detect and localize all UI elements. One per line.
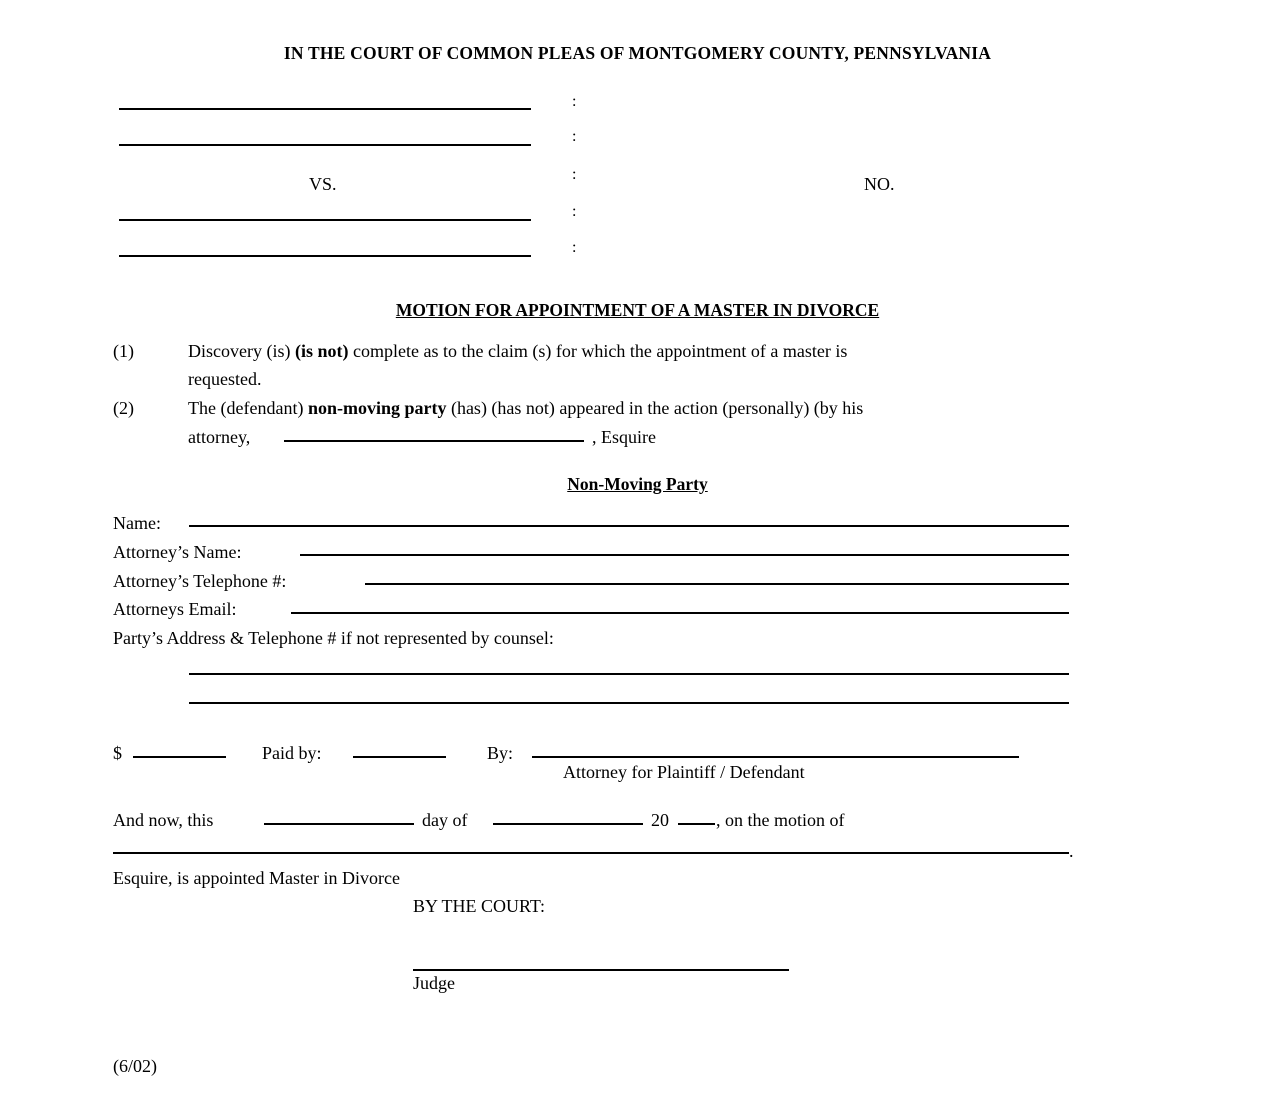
item-2-text-b: (has) (has not) appeared in the action (personally) (by his	[446, 398, 864, 418]
amount-field[interactable]	[133, 756, 226, 758]
party-address-field-1[interactable]	[189, 673, 1069, 675]
caption-colon: :	[572, 203, 577, 220]
month-field[interactable]	[493, 823, 643, 825]
attorney-phone-label: Attorney’s Telephone #:	[113, 571, 287, 591]
item-1-number: (1)	[113, 341, 134, 361]
day-of-label: day of	[422, 810, 468, 830]
motion-title: MOTION FOR APPOINTMENT OF A MASTER IN DIVORCE	[395, 300, 880, 320]
item-2-esquire-label: , Esquire	[592, 427, 656, 447]
caption-colon: :	[572, 166, 577, 183]
attorney-email-label: Attorneys Email:	[113, 599, 237, 619]
item-2-attorney-label: attorney,	[188, 427, 251, 447]
on-motion-label: , on the motion of	[716, 810, 845, 830]
attorney-signature-field[interactable]	[532, 756, 1019, 758]
item-1-text-a: Discovery (is)	[188, 341, 295, 361]
item-1-text-b: complete as to the claim (s) for which the appointment of a master is	[348, 341, 848, 361]
item-1-text-cont: requested.	[188, 369, 262, 389]
vs-label: VS.	[309, 174, 337, 194]
item-1-text-bold: (is not)	[294, 341, 349, 361]
attorney-name-blank[interactable]	[284, 440, 584, 442]
judge-signature-field[interactable]	[413, 969, 789, 971]
item-2-number: (2)	[113, 398, 134, 418]
item-2-text	[188, 399, 863, 417]
plaintiff-line-2[interactable]	[119, 144, 531, 146]
party-address-field-2[interactable]	[189, 702, 1069, 704]
plaintiff-line-1[interactable]	[119, 108, 531, 110]
attorney-email-field[interactable]	[291, 612, 1069, 614]
paid-by-field[interactable]	[353, 756, 446, 758]
case-number-label: NO.	[864, 174, 895, 194]
attorney-phone-field[interactable]	[365, 583, 1069, 585]
attorney-name-field[interactable]	[300, 554, 1069, 556]
party-address-label: Party’s Address & Telephone # if not represented by counsel:	[113, 628, 554, 648]
revision-date: (6/02)	[113, 1056, 157, 1076]
by-label: By:	[487, 743, 514, 763]
item-2-text-bold: non-moving party	[307, 398, 447, 418]
non-moving-party-heading: Non-Moving Party	[567, 474, 708, 494]
paid-by-label: Paid by:	[262, 743, 322, 763]
year-field[interactable]	[678, 823, 715, 825]
court-title: IN THE COURT OF COMMON PLEAS OF MONTGOMERY COUNTY, PENNSYLVANIA	[283, 43, 992, 63]
dollar-label: $	[113, 743, 122, 763]
name-field[interactable]	[189, 525, 1069, 527]
motion-of-field[interactable]	[113, 852, 1069, 854]
caption-colon: :	[572, 128, 577, 145]
item-2-text-a: The (defendant)	[188, 398, 308, 418]
item-1-text	[188, 342, 847, 360]
day-field[interactable]	[264, 823, 414, 825]
caption-colon: :	[572, 93, 577, 110]
defendant-line-2[interactable]	[119, 255, 531, 257]
attorney-signature-caption: Attorney for Plaintiff / Defendant	[563, 762, 805, 782]
caption-colon: :	[572, 239, 577, 256]
and-now-label: And now, this	[113, 810, 214, 830]
appointed-text: Esquire, is appointed Master in Divorce	[113, 868, 400, 888]
motion-of-period: .	[1069, 841, 1074, 861]
attorney-name-label: Attorney’s Name:	[113, 542, 242, 562]
year-prefix-label: 20	[651, 810, 669, 830]
judge-label: Judge	[413, 973, 455, 993]
by-the-court-label: BY THE COURT:	[413, 896, 546, 916]
defendant-line-1[interactable]	[119, 219, 531, 221]
name-label: Name:	[113, 513, 161, 533]
